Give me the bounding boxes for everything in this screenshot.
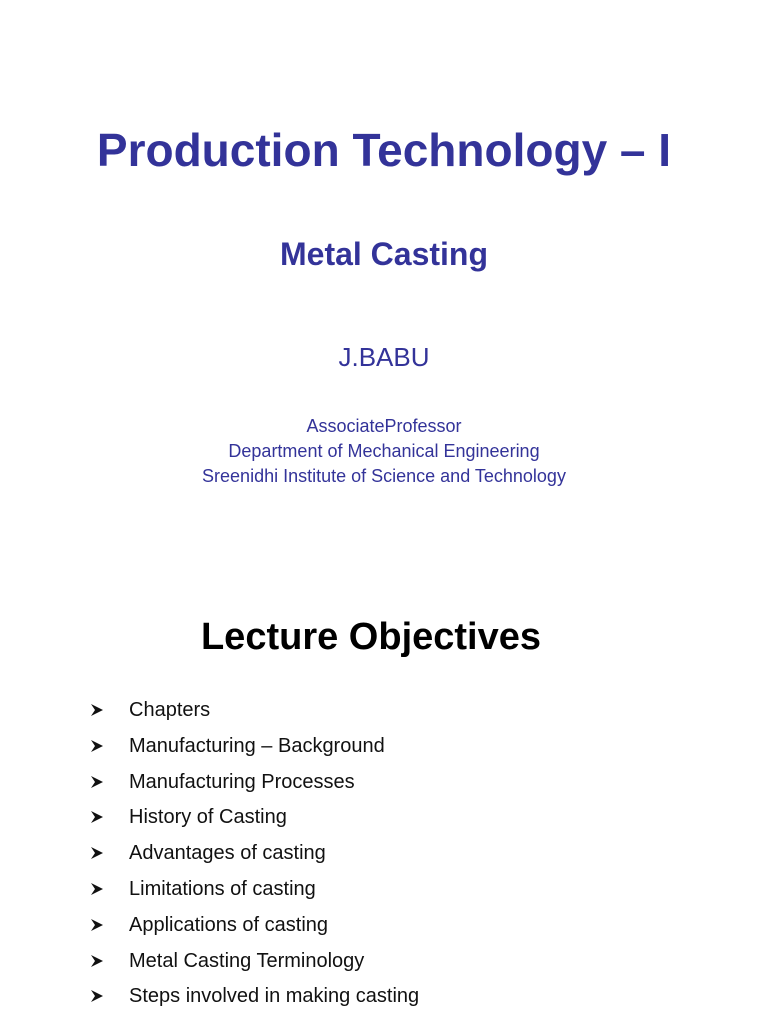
objective-item-text: Advantages of casting [129, 842, 326, 865]
arrowhead-bullet-icon [90, 918, 104, 932]
objective-item-text: History of Casting [129, 806, 287, 829]
author-affiliation [0, 414, 768, 489]
objective-item [90, 766, 419, 802]
arrowhead-bullet-icon [90, 810, 104, 824]
objective-item [90, 980, 419, 1016]
arrowhead-bullet-icon [90, 954, 104, 968]
arrowhead-bullet-icon [90, 882, 104, 896]
author-department: Department of Mechanical Engineering [228, 441, 540, 461]
objective-item [90, 873, 419, 909]
author-position: AssociateProfessor [306, 416, 462, 436]
arrowhead-bullet-icon [90, 846, 104, 860]
arrowhead-bullet-icon [90, 703, 104, 717]
objective-item [90, 909, 419, 945]
arrowhead-bullet-icon [90, 775, 104, 789]
objective-item-text: Chapters [129, 699, 211, 721]
objective-item [90, 694, 419, 730]
objective-item-text: Limitations of casting [129, 877, 316, 900]
arrowhead-bullet-icon [90, 989, 104, 1003]
objective-item-text: Applications of casting [129, 913, 329, 936]
arrowhead-bullet-icon [90, 739, 104, 753]
author-institute: Sreenidhi Institute of Science and Technology [202, 466, 566, 486]
document-subtitle: Metal Casting [279, 236, 489, 272]
objective-item [90, 801, 419, 837]
lecture-objectives-heading: Lecture Objectives [200, 616, 542, 658]
objective-item-text: Manufacturing Processes [129, 770, 355, 793]
objective-item [90, 945, 419, 981]
author-name: J.BABU [338, 342, 430, 372]
objective-item [90, 837, 419, 873]
document-title: Production Technology – I [96, 124, 672, 176]
lecture-objectives-list [90, 694, 419, 1016]
objective-item-text: Metal Casting Terminology [129, 949, 365, 972]
objective-item-text: Steps involved in making casting [129, 985, 420, 1008]
objective-item [90, 730, 419, 766]
objective-item-text: Manufacturing – Background [129, 734, 385, 757]
